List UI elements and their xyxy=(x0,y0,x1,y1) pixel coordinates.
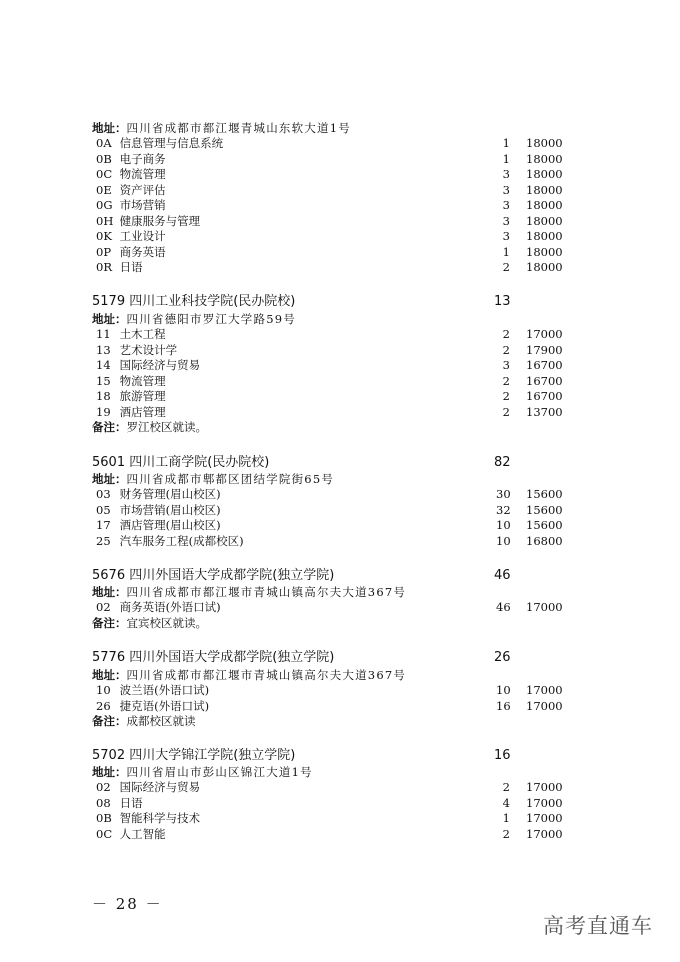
major-row xyxy=(96,229,566,244)
page-number: － 28 － xyxy=(92,895,163,913)
major-row xyxy=(96,389,566,404)
major-code: 05 xyxy=(96,503,111,517)
major-name: 物流管理 xyxy=(119,374,166,388)
major-fee: 17000 xyxy=(526,780,563,794)
note-line xyxy=(92,616,562,631)
major-row xyxy=(96,136,566,151)
major-name: 人工智能 xyxy=(119,827,166,841)
major-code: 0A xyxy=(96,136,112,150)
address-label: 地址： xyxy=(92,472,127,486)
major-code: 0C xyxy=(96,167,113,181)
major-code: 0K xyxy=(96,229,112,243)
note-line xyxy=(92,714,562,729)
major-code: 0B xyxy=(96,152,112,166)
major-code: 0R xyxy=(96,260,112,274)
major-code: 0C xyxy=(96,827,113,841)
address-text: 四川省成都市都江堰青城山东软大道1号 xyxy=(126,121,351,135)
major-code: 11 xyxy=(96,327,111,341)
major-quota: 1 xyxy=(502,136,510,150)
address-label: 地址： xyxy=(92,312,127,326)
major-quota: 30 xyxy=(496,487,511,501)
major-quota: 3 xyxy=(502,167,510,181)
major-code: 0G xyxy=(96,198,113,212)
major-quota: 3 xyxy=(502,214,510,228)
major-quota: 1 xyxy=(502,245,510,259)
school-heading xyxy=(92,567,562,585)
major-code: 14 xyxy=(96,358,111,372)
note-text: 罗江校区就读。 xyxy=(126,420,207,434)
major-row xyxy=(96,518,566,533)
note-text: 宜宾校区就读。 xyxy=(126,616,207,630)
school-total: 82 xyxy=(494,455,511,470)
major-fee: 17000 xyxy=(526,699,563,713)
major-name: 日语 xyxy=(119,796,143,810)
major-code: 03 xyxy=(96,487,111,501)
major-quota: 2 xyxy=(502,374,510,388)
major-fee: 17000 xyxy=(526,796,563,810)
major-quota: 2 xyxy=(502,827,510,841)
major-name: 国际经济与贸易 xyxy=(119,780,201,794)
major-row xyxy=(96,214,566,229)
school-heading xyxy=(92,454,562,472)
major-fee: 16700 xyxy=(526,358,563,372)
address-line xyxy=(92,472,562,487)
major-code: 0H xyxy=(96,214,114,228)
major-quota: 16 xyxy=(496,699,511,713)
watermark-text: 高考直通车 xyxy=(543,914,653,938)
address-line xyxy=(92,585,562,600)
address-text: 四川省成都市郫都区团结学院街65号 xyxy=(126,472,335,486)
major-quota: 2 xyxy=(502,405,510,419)
address-line xyxy=(92,765,562,780)
major-name: 土木工程 xyxy=(119,327,166,341)
major-fee: 18000 xyxy=(526,229,563,243)
address-text: 四川省德阳市罗江大学路59号 xyxy=(126,312,296,326)
major-name: 日语 xyxy=(119,260,143,274)
major-quota: 10 xyxy=(496,683,511,697)
address-label: 地址： xyxy=(92,585,127,599)
major-fee: 16700 xyxy=(526,374,563,388)
major-row xyxy=(96,358,566,373)
major-code: 08 xyxy=(96,796,111,810)
major-code: 02 xyxy=(96,780,111,794)
school-total: 46 xyxy=(494,568,511,583)
school-total: 26 xyxy=(494,650,511,665)
major-code: 19 xyxy=(96,405,111,419)
major-row xyxy=(96,245,566,260)
note-label: 备注： xyxy=(92,616,127,630)
major-row xyxy=(96,167,566,182)
major-row xyxy=(96,683,566,698)
major-code: 0P xyxy=(96,245,112,259)
major-fee: 16800 xyxy=(526,534,563,548)
major-row xyxy=(96,260,566,275)
major-quota: 1 xyxy=(502,152,510,166)
major-row xyxy=(96,374,566,389)
school-name: 5702 四川大学锦江学院(独立学院) xyxy=(92,748,296,763)
major-fee: 18000 xyxy=(526,198,563,212)
major-row xyxy=(96,405,566,420)
major-fee: 15600 xyxy=(526,503,563,517)
major-row xyxy=(96,699,566,714)
major-row xyxy=(96,534,566,549)
major-code: 0E xyxy=(96,183,112,197)
major-name: 旅游管理 xyxy=(119,389,166,403)
major-quota: 2 xyxy=(502,780,510,794)
major-name: 酒店管理(眉山校区) xyxy=(119,518,221,532)
address-text: 四川省成都市都江堰市青城山镇高尔夫大道367号 xyxy=(126,668,407,682)
major-name: 财务管理(眉山校区) xyxy=(119,487,221,501)
major-row xyxy=(96,198,566,213)
major-fee: 17000 xyxy=(526,683,563,697)
school-name: 5179 四川工业科技学院(民办院校) xyxy=(92,294,296,309)
address-label: 地址： xyxy=(92,765,127,779)
address-line xyxy=(92,121,562,136)
major-name: 汽车服务工程(成都校区) xyxy=(119,534,244,548)
major-code: 25 xyxy=(96,534,111,548)
major-name: 捷克语(外语口试) xyxy=(119,699,210,713)
school-name: 5776 四川外国语大学成都学院(独立学院) xyxy=(92,650,335,665)
major-code: 17 xyxy=(96,518,111,532)
school-total: 16 xyxy=(494,748,511,763)
address-text: 四川省成都市都江堰市青城山镇高尔夫大道367号 xyxy=(126,585,407,599)
major-quota: 10 xyxy=(496,534,511,548)
school-name: 5601 四川工商学院(民办院校) xyxy=(92,455,270,470)
major-name: 信息管理与信息系统 xyxy=(119,136,224,150)
major-fee: 15600 xyxy=(526,487,563,501)
major-name: 智能科学与技术 xyxy=(119,811,201,825)
major-code: 26 xyxy=(96,699,111,713)
major-row xyxy=(96,327,566,342)
major-quota: 3 xyxy=(502,183,510,197)
major-fee: 17000 xyxy=(526,827,563,841)
major-fee: 18000 xyxy=(526,260,563,274)
major-name: 健康服务与管理 xyxy=(119,214,201,228)
major-quota: 2 xyxy=(502,327,510,341)
major-row xyxy=(96,183,566,198)
major-name: 电子商务 xyxy=(119,152,166,166)
major-fee: 17900 xyxy=(526,343,563,357)
address-label: 地址： xyxy=(92,668,127,682)
major-row xyxy=(96,827,566,842)
major-quota: 1 xyxy=(502,811,510,825)
major-fee: 17000 xyxy=(526,811,563,825)
major-name: 艺术设计学 xyxy=(119,343,178,357)
major-row xyxy=(96,503,566,518)
major-quota: 3 xyxy=(502,358,510,372)
major-row xyxy=(96,487,566,502)
major-quota: 32 xyxy=(496,503,511,517)
major-row xyxy=(96,152,566,167)
major-row xyxy=(96,796,566,811)
major-name: 酒店管理 xyxy=(119,405,166,419)
address-line xyxy=(92,668,562,683)
major-quota: 4 xyxy=(502,796,510,810)
major-row xyxy=(96,343,566,358)
major-code: 02 xyxy=(96,600,111,614)
major-fee: 15600 xyxy=(526,518,563,532)
major-fee: 18000 xyxy=(526,183,563,197)
school-name: 5676 四川外国语大学成都学院(独立学院) xyxy=(92,568,335,583)
major-row xyxy=(96,811,566,826)
major-code: 15 xyxy=(96,374,111,388)
school-total: 13 xyxy=(494,294,511,309)
major-row xyxy=(96,780,566,795)
major-name: 波兰语(外语口试) xyxy=(119,683,210,697)
address-label: 地址： xyxy=(92,121,127,135)
major-quota: 46 xyxy=(496,600,511,614)
note-text: 成都校区就读 xyxy=(126,714,196,728)
note-line xyxy=(92,420,562,435)
major-name: 工业设计 xyxy=(119,229,166,243)
major-name: 市场营销(眉山校区) xyxy=(119,503,221,517)
major-quota: 2 xyxy=(502,343,510,357)
major-name: 市场营销 xyxy=(119,198,166,212)
major-quota: 3 xyxy=(502,229,510,243)
major-fee: 17000 xyxy=(526,327,563,341)
major-name: 国际经济与贸易 xyxy=(119,358,201,372)
address-line xyxy=(92,312,562,327)
major-fee: 18000 xyxy=(526,245,563,259)
major-name: 资产评估 xyxy=(119,183,166,197)
major-fee: 18000 xyxy=(526,136,563,150)
major-quota: 10 xyxy=(496,518,511,532)
major-name: 物流管理 xyxy=(119,167,166,181)
major-fee: 17000 xyxy=(526,600,563,614)
major-fee: 18000 xyxy=(526,214,563,228)
school-heading xyxy=(92,747,562,765)
major-code: 0B xyxy=(96,811,112,825)
major-code: 13 xyxy=(96,343,111,357)
major-row xyxy=(96,600,566,615)
major-quota: 2 xyxy=(502,260,510,274)
note-label: 备注： xyxy=(92,420,127,434)
school-heading xyxy=(92,649,562,667)
major-name: 商务英语(外语口试) xyxy=(119,600,221,614)
note-label: 备注： xyxy=(92,714,127,728)
major-fee: 18000 xyxy=(526,152,563,166)
major-code: 18 xyxy=(96,389,111,403)
major-name: 商务英语 xyxy=(119,245,166,259)
major-fee: 13700 xyxy=(526,405,563,419)
school-heading xyxy=(92,293,562,311)
major-fee: 18000 xyxy=(526,167,563,181)
major-quota: 2 xyxy=(502,389,510,403)
major-code: 10 xyxy=(96,683,111,697)
address-text: 四川省眉山市彭山区锦江大道1号 xyxy=(126,765,313,779)
major-fee: 16700 xyxy=(526,389,563,403)
major-quota: 3 xyxy=(502,198,510,212)
